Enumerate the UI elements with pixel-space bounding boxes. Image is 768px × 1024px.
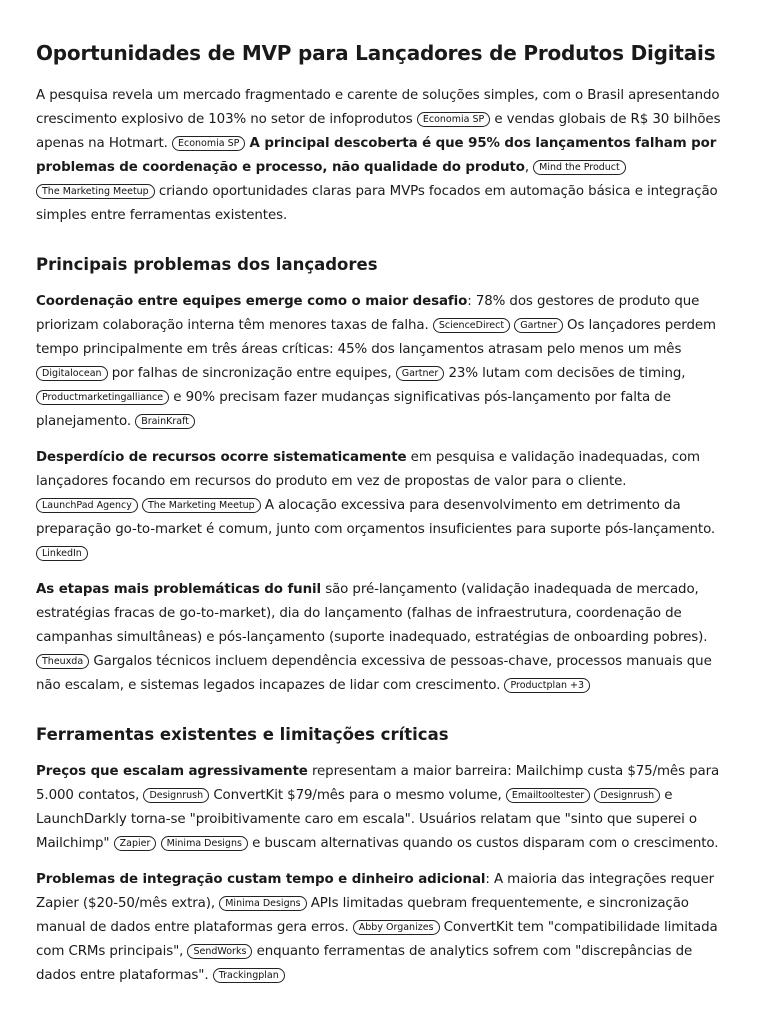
paragraph-text: por falhas de sincronização entre equipes, <box>111 366 392 381</box>
citation-badge[interactable]: Gartner <box>396 366 445 381</box>
paragraph-text: ConvertKit $79/mês para o mesmo volume, <box>213 788 502 803</box>
citation-badge[interactable]: LinkedIn <box>36 546 88 561</box>
citation-badge[interactable]: ScienceDirect <box>433 318 510 333</box>
paragraph-lead: Desperdício de recursos ocorre sistematicamente <box>36 450 407 465</box>
paragraph-waste <box>36 446 732 566</box>
intro-text-1: A pesquisa revela um mercado fragmentado e carente de soluções simples, com o Brasil apresentando crescimento explosivo de 103% no setor de infoprodutos <box>36 88 720 127</box>
paragraph-text: Gargalos técnicos incluem dependência excessiva de pessoas-chave, processos manuais que não escalam, e sistemas legados incapazes de lidar com crescimento. <box>36 654 712 693</box>
citation-badge[interactable]: Economia SP <box>172 136 245 151</box>
citation-badge[interactable]: Abby Organizes <box>353 920 440 935</box>
page-title: Oportunidades de MVP para Lançadores de Produtos Digitais <box>36 41 716 65</box>
intro-text-3: , <box>524 160 529 175</box>
citation-badge[interactable]: Emailtooltester <box>506 788 590 803</box>
paragraph-text: : A maioria das integrações requer Zapier ($20-50/mês extra), <box>36 872 715 911</box>
citation-badge[interactable]: Trackingplan <box>213 968 285 983</box>
paragraph-integration <box>36 868 732 988</box>
paragraph-text: em pesquisa e validação inadequadas, com lançadores focando em recursos do produto em vez de propostas de valor para o cliente. <box>36 450 700 489</box>
citation-badge[interactable]: BrainKraft <box>135 414 195 429</box>
intro-text-2: e vendas globais de R$ 30 bilhões apenas na Hotmart. <box>36 112 721 151</box>
citation-badge[interactable]: The Marketing Meetup <box>36 184 155 199</box>
paragraph-funnel <box>36 578 732 698</box>
intro-key-finding: A principal descoberta é que 95% dos lançamentos falham por problemas de coordenação e processo, não qualidade do produto <box>36 136 717 175</box>
paragraph-text: e buscam alternativas quando os custos disparam com o crescimento. <box>252 836 719 851</box>
intro-paragraph <box>36 84 732 228</box>
citation-badge[interactable]: Zapier <box>114 836 157 851</box>
paragraph-text: Os lançadores perdem tempo principalmente em três áreas críticas: 45% dos lançamentos atrasam pelo menos um mês <box>36 318 716 357</box>
paragraph-text: 23% lutam com decisões de timing, <box>448 366 686 381</box>
citation-badge[interactable]: Economia SP <box>417 112 490 127</box>
citation-badge[interactable]: Designrush <box>594 788 660 803</box>
paragraph-text: são pré-lançamento (validação inadequada de mercado, estratégias fracas de go-to-market), dia do lançamento (falhas de infraestrutura, coordenação de campanhas simultâneas) e pós-lançamento (suporte inadequado, estratégias de onboarding pobres). <box>36 582 708 645</box>
paragraph-text: A alocação excessiva para desenvolvimento em detrimento da preparação go-to-market é comum, junto com orçamentos insuficientes para suporte pós-lançamento. <box>36 498 716 537</box>
citation-badge[interactable]: Designrush <box>143 788 209 803</box>
paragraph-text: e 90% precisam fazer mudanças significativas pós-lançamento por falta de planejamento. <box>36 390 671 429</box>
citation-badge[interactable]: Mind the Product <box>533 160 626 175</box>
paragraph-pricing <box>36 760 732 856</box>
citation-badge[interactable]: The Marketing Meetup <box>142 498 261 513</box>
citation-badge[interactable]: Productmarketingalliance <box>36 390 169 405</box>
paragraph-lead: As etapas mais problemáticas do funil <box>36 582 322 597</box>
citation-badge[interactable]: LaunchPad Agency <box>36 498 138 513</box>
paragraph-text: representam a maior barreira: Mailchimp custa $75/mês para 5.000 contatos, <box>36 764 720 803</box>
paragraph-text: ConvertKit tem "compatibilidade limitada com CRMs principais", <box>36 920 718 959</box>
citation-badge[interactable]: Digitalocean <box>36 366 108 381</box>
paragraph-lead: Preços que escalam agressivamente <box>36 764 308 779</box>
section-heading-problems: Principais problemas dos lançadores <box>36 255 378 274</box>
section-heading-tools: Ferramentas existentes e limitações críticas <box>36 725 449 744</box>
paragraph-lead: Coordenação entre equipes emerge como o maior desafio <box>36 294 468 309</box>
citation-badge[interactable]: Minima Designs <box>219 896 306 911</box>
citation-badge[interactable]: Productplan +3 <box>504 678 590 693</box>
paragraph-text: e LaunchDarkly torna-se "proibitivamente caro em escala". Usuários relatam que "sinto que superei o Mailchimp" <box>36 788 698 851</box>
paragraph-text: : 78% dos gestores de produto que priorizam colaboração interna têm menores taxas de falha. <box>36 294 700 333</box>
paragraph-coordination <box>36 290 732 434</box>
citation-badge[interactable]: SendWorks <box>187 944 252 959</box>
citation-badge[interactable]: Theuxda <box>36 654 89 669</box>
citation-badge[interactable]: Minima Designs <box>161 836 248 851</box>
paragraph-lead: Problemas de integração custam tempo e dinheiro adicional <box>36 872 486 887</box>
citation-badge[interactable]: Gartner <box>514 318 563 333</box>
paragraph-text: enquanto ferramentas de analytics sofrem com "discrepâncias de dados entre plataformas". <box>36 944 693 983</box>
intro-text-4: criando oportunidades claras para MVPs focados em automação básica e integração simples entre ferramentas existentes. <box>36 184 718 223</box>
paragraph-text: APIs limitadas quebram frequentemente, e sincronização manual de dados entre plataformas gera erros. <box>36 896 689 935</box>
